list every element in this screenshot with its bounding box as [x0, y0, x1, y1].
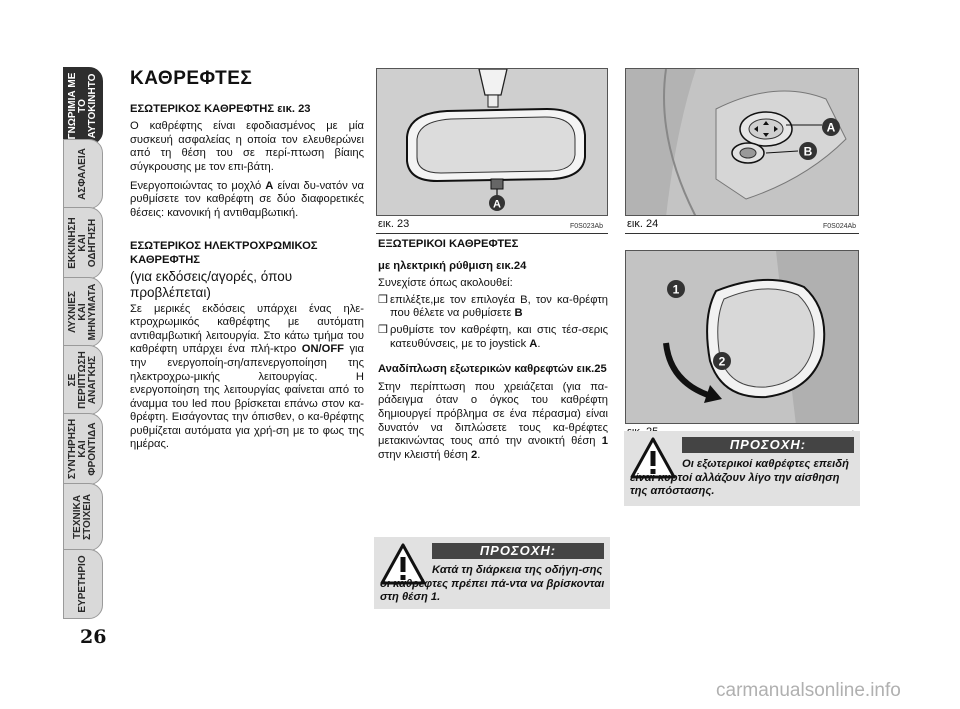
bullet-icon: ❒: [378, 323, 388, 336]
text-run-bold: 2: [471, 448, 478, 461]
warning-title: ΠΡΟΣΟΧΗ:: [682, 437, 854, 453]
side-tab-label: ΤΕΧΝΙΚΑ ΣΤΟΙΧΕΙΑ: [72, 494, 93, 540]
side-tab-label: ΣΥΝΤΗΡΗΣΗ ΚΑΙ ΦΡΟΝΤΙΔΑ: [67, 418, 98, 480]
side-tab-label: ΓΝΩΡΙΜΙΑ ΜΕ ΤΟ ΑΥΤΟΚΙΝΗΤΟ: [67, 72, 98, 140]
text-run: Σε μερικές εκδόσεις υπάρχει ένας ηλε-κτροχρωμικός καθρέφτης με αυτόματη αντιθαμβωτική λειτουργία. Στο κάτω τμήμα του καθρέφτη υπάρχει ένα πλή-κτρο: [130, 302, 364, 356]
side-tab-label: ΑΣΦΑΛΕΙΑ: [77, 148, 88, 200]
text-run: για την ενεργοποίη-ση/απενεργοποίηση της ηλεκτροχρω-μικής λειτουργίας. Η ενεργοποίηση της λειτουργίας φαίνεται από το άναμμα του led που βρίσκεται επάνω στον κα-θρέφτη. Εισάγοντας την όπισθεν, ο κα-θρέφτης ρυθμίζεται αυτόματα για χρή-ση με το φως της ημέρας.: [130, 343, 364, 451]
figure-23-interior-mirror: [376, 68, 608, 216]
text-run: επιλέξτε,με τον επιλογέα B, τον κα-θρέφτη που θέλετε να ρυθμίσετε: [390, 293, 608, 320]
mirror-controls-illustration: [626, 69, 859, 216]
text-run-bold: ON/OFF: [301, 343, 345, 356]
electrochromic-subheading: (για εκδόσεις/αγορές, όπου προβλέπεται): [130, 268, 293, 300]
figure-23-rule: [376, 233, 608, 234]
left-column: [130, 68, 364, 457]
side-tab-technical-data[interactable]: [63, 483, 103, 551]
side-tab-label: ΕΥΡΕΤΗΡΙΟ: [77, 555, 88, 613]
figure-25-callout-2: 2: [718, 354, 726, 369]
figure-23-caption: εικ. 23: [378, 218, 410, 230]
side-tab-starting-driving[interactable]: [63, 207, 103, 279]
side-tab-emergency[interactable]: [63, 345, 103, 415]
text-run: .: [477, 448, 481, 461]
mirror-folding-illustration: [626, 251, 859, 424]
text-run: στην κλειστή θέση: [378, 448, 472, 461]
interior-mirror-paragraph: Ο καθρέφτης είναι εφοδιασμένος με μία συσκευή ασφαλείας η οποία τον ελευθερώνει από τη θέση του σε περί-πτωση βίαιης σύγκρουσης με τον επι-βάτη.: [130, 120, 364, 173]
warning-text: Κατά τη διάρκεια της οδήγη-σης οι καθρέφτες πρέπει πά-ντα να βρίσκονται στη θέση 1.: [380, 564, 605, 603]
side-tab-index[interactable]: [63, 549, 103, 619]
warning-box-convex-mirrors-panel: [624, 431, 860, 506]
side-tab-getting-to-know[interactable]: [63, 67, 103, 145]
page-number: 26: [80, 626, 107, 648]
middle-column: [378, 238, 608, 467]
intro-text: Συνεχίστε όπως ακολουθεί:: [378, 277, 513, 290]
text-run-bold: B: [514, 307, 523, 320]
text-run: .: [537, 337, 541, 350]
list-item-text: [390, 324, 608, 351]
interior-mirror-illustration: [377, 69, 608, 216]
page-title: ΚΑΘΡΕΦΤΕΣ: [130, 68, 253, 89]
figure-24-caption: εικ. 24: [627, 218, 659, 230]
interior-mirror-heading: ΕΣΩΤΕΡΙΚΟΣ ΚΑΘΡΕΦΤΗΣ εικ. 23: [130, 102, 311, 115]
text-run-bold: A: [265, 179, 274, 192]
warning-title: ΠΡΟΣΟΧΗ:: [432, 543, 604, 559]
side-tab-lights-messages[interactable]: [63, 277, 103, 347]
electrochromic-heading: ΕΣΩΤΕΡΙΚΟΣ ΗΛΕΚΤΡΟΧΡΩΜΙΚΟΣ ΚΑΘΡΕΦΤΗΣ: [130, 240, 318, 266]
text-run: Ενεργοποιώντας το μοχλό: [130, 179, 266, 192]
figure-25-mirror-folding: [625, 250, 859, 424]
side-tab-label: ΣΕ ΠΕΡΙΠΤΩΣΗ ΑΝΑΓΚΗΣ: [67, 351, 98, 409]
figure-25-callout-1: 1: [672, 282, 680, 297]
bullet-icon: ❒: [378, 293, 388, 306]
text-run: Στην περίπτωση που χρειάζεται (για πα-ράδειγμα όταν ο όγκος του καθρέφτη δημιουργεί πρόβλημα σε ένα πέρασμα) είναι δυνατόν να διπλώσετε τους κα-θρέφτες μετακινώντας τους από την ανοικτή θέση: [378, 380, 608, 448]
list-item: [378, 324, 608, 351]
electric-adjustment-heading: με ηλεκτρική ρύθμιση εικ.24: [378, 259, 527, 272]
electrochromic-paragraph: [130, 303, 364, 453]
side-tab-safety[interactable]: [63, 139, 103, 209]
lever-paragraph: [130, 180, 364, 221]
figure-24-callout-b: B: [803, 144, 813, 159]
watermark: carmanualsonline.info: [716, 680, 901, 701]
side-tab-label: ΕΚΚΙΝΗΣΗ ΚΑΙ ΟΔΗΓΗΣΗ: [67, 217, 98, 269]
text-run-bold: 1: [601, 435, 608, 448]
figure-23-callout-a: A: [493, 198, 501, 211]
text-run-bold: A: [529, 337, 538, 350]
folding-paragraph: [378, 381, 608, 463]
figure-24-code: F0S024Ab: [823, 223, 857, 230]
exterior-mirrors-heading: ΕΞΩΤΕΡΙΚΟΙ ΚΑΘΡΕΦΤΕΣ: [378, 238, 519, 250]
folding-heading: Αναδίπλωση εξωτερικών καθρεφτών εικ.25: [378, 363, 607, 376]
text-run: είναι δυ-νατόν να ρυθμίσετε τον καθρέφτη σε δύο διαφορετικές θέσεις: κανονική ή αντιθαμβωτική.: [130, 179, 364, 219]
warning-text: Οι εξωτερικοί καθρέφτες επειδή είναι κυρτοί αλλάζουν λίγο την αίσθηση της απόστασης.: [630, 458, 849, 497]
list-item: [378, 294, 608, 321]
text-run: ρυθμίστε τον καθρέφτη, και στις τέσ-σερις κατευθύνσεις, με το joystick: [390, 323, 608, 350]
figure-24-callout-a: A: [826, 120, 836, 135]
warning-box-driving: [374, 537, 610, 609]
figure-24-rule: [625, 233, 859, 234]
side-tab-label: ΛΥΧΝΙΕΣ ΚΑΙ ΜΗΝΥΜΑΤΑ: [67, 283, 98, 341]
figure-23-code: F0S023Ab: [570, 223, 604, 230]
side-tab-maintenance[interactable]: [63, 413, 103, 485]
figure-24-mirror-controls: [625, 68, 859, 216]
list-item-text: [390, 294, 608, 321]
